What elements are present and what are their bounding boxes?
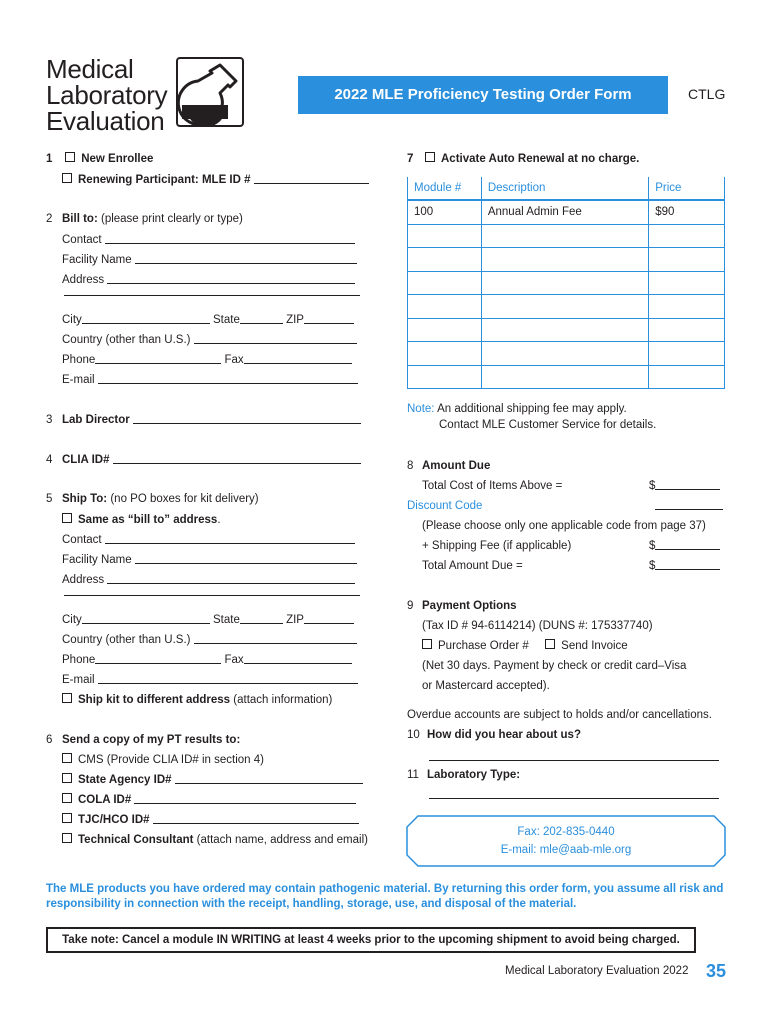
table-row[interactable]	[408, 200, 725, 224]
ship-state-field[interactable]	[240, 613, 283, 624]
bill-state-field[interactable]	[240, 313, 283, 324]
checkbox[interactable]	[62, 173, 72, 183]
section-9-heading	[407, 599, 517, 613]
description-cell[interactable]: Annual Admin Fee	[481, 200, 648, 224]
section-number: 6	[46, 734, 53, 746]
bill-phone-field[interactable]	[95, 353, 221, 364]
dollar-sign: $	[649, 480, 656, 492]
total-cost-field[interactable]	[649, 479, 720, 493]
module-cell[interactable]	[408, 318, 482, 342]
facility-label: Facility Name	[62, 254, 132, 266]
tax-id-text: (Tax ID # 94-6114214) (DUNS #: 175337740)	[422, 620, 653, 632]
checkbox[interactable]	[62, 753, 72, 763]
flask-logo-icon	[176, 57, 244, 127]
price-cell[interactable]	[649, 342, 725, 366]
phone-label: Phone	[62, 354, 96, 366]
bill-email-field[interactable]	[98, 373, 358, 384]
bill-facility-row[interactable]	[62, 253, 357, 267]
ship-address-field[interactable]	[107, 573, 355, 584]
section-number: 2	[46, 213, 53, 225]
section-number: 11	[407, 769, 419, 781]
address-label: Address	[62, 574, 105, 586]
cola-label: COLA ID#	[78, 794, 132, 806]
module-table	[407, 177, 725, 389]
overdue-text: Overdue accounts are subject to holds and/or cancellations.	[407, 709, 712, 721]
section-11-heading	[407, 768, 520, 782]
address-label: Address	[62, 274, 105, 286]
fax-label: Fax	[224, 654, 244, 666]
discount-code-label: Discount Code	[407, 500, 483, 512]
same-as-period: .	[217, 514, 221, 526]
tjc-field[interactable]	[153, 813, 359, 824]
table-row[interactable]	[408, 295, 725, 319]
module-cell[interactable]	[408, 271, 482, 295]
lab-director-field[interactable]	[133, 413, 361, 424]
ship-city-row[interactable]	[62, 613, 354, 627]
section-7-auto-renewal[interactable]	[407, 152, 639, 166]
ship-facility-row[interactable]	[62, 553, 357, 567]
bill-facility-field[interactable]	[135, 253, 357, 264]
ship-country-field[interactable]	[194, 633, 357, 644]
hear-about-label: How did you hear about us?	[427, 729, 581, 741]
price-cell[interactable]	[649, 318, 725, 342]
table-row[interactable]	[408, 365, 725, 389]
checkbox[interactable]	[422, 639, 432, 649]
bill-country-row[interactable]	[62, 333, 357, 347]
checkbox[interactable]	[62, 793, 72, 803]
module-cell[interactable]: 100	[408, 200, 482, 224]
table-row[interactable]	[408, 271, 725, 295]
total-cost-label: Total Cost of Items Above =	[422, 480, 563, 492]
form-title-bar: 2022 MLE Proficiency Testing Order Form	[298, 76, 668, 114]
ship-address-line-2[interactable]	[64, 595, 360, 596]
section-2-heading	[46, 212, 243, 226]
hear-about-field[interactable]	[429, 760, 719, 761]
section-1-renewing[interactable]	[62, 173, 369, 187]
bill-address-field[interactable]	[107, 273, 355, 284]
section-number: 8	[407, 460, 414, 472]
ship-city-field[interactable]	[82, 613, 210, 624]
section-5-heading	[46, 492, 259, 506]
zip-label: ZIP	[286, 314, 304, 326]
tech-consultant-label: Technical Consultant	[78, 834, 194, 846]
price-header: Price	[649, 177, 725, 200]
price-cell[interactable]	[649, 271, 725, 295]
section-3-lab-director[interactable]	[46, 413, 361, 427]
section-number: 7	[407, 153, 414, 165]
tjc-row[interactable]	[62, 813, 359, 827]
description-cell[interactable]	[481, 295, 648, 319]
state-agency-row[interactable]	[62, 773, 363, 787]
price-cell[interactable]	[649, 295, 725, 319]
ship-email-field[interactable]	[98, 673, 358, 684]
contact-email[interactable]: E-mail: mle@aab-mle.org	[500, 844, 632, 856]
module-cell[interactable]	[408, 224, 482, 248]
ship-country-row[interactable]	[62, 633, 357, 647]
net-terms-text-2: or Mastercard accepted).	[422, 680, 550, 692]
state-agency-field[interactable]	[175, 773, 363, 784]
lab-type-field[interactable]	[429, 798, 719, 799]
cola-row[interactable]	[62, 793, 356, 807]
total-cost-input[interactable]	[655, 479, 720, 490]
ship-fax-field[interactable]	[244, 653, 352, 664]
description-cell[interactable]	[481, 342, 648, 366]
shipping-note	[407, 402, 627, 416]
module-cell[interactable]	[408, 342, 482, 366]
state-label: State	[213, 314, 240, 326]
pt-results-label: Send a copy of my PT results to:	[62, 734, 241, 746]
ship-different-row[interactable]	[62, 693, 332, 707]
cola-field[interactable]	[134, 793, 356, 804]
price-cell[interactable]	[649, 248, 725, 272]
clia-field[interactable]	[113, 453, 361, 464]
description-cell[interactable]	[481, 224, 648, 248]
same-as-label: Same as “bill to” address	[78, 514, 218, 526]
send-invoice-label: Send Invoice	[561, 640, 628, 652]
checkbox[interactable]	[62, 513, 72, 523]
checkbox[interactable]	[62, 813, 72, 823]
fax-label: Fax	[224, 354, 244, 366]
price-cell[interactable]: $90	[649, 200, 725, 224]
city-label: City	[62, 314, 82, 326]
ship-different-note: (attach information)	[233, 694, 333, 706]
bill-zip-field[interactable]	[304, 313, 354, 324]
section-number: 9	[407, 600, 414, 612]
contact-label: Contact	[62, 234, 102, 246]
description-cell[interactable]	[481, 248, 648, 272]
renewing-label: Renewing Participant: MLE ID #	[78, 174, 251, 186]
dollar-sign: $	[649, 540, 656, 552]
checkbox[interactable]	[62, 833, 72, 843]
same-as-bill-row[interactable]	[62, 513, 221, 527]
section-1-new-enrollee[interactable]	[46, 152, 153, 166]
payment-method-row[interactable]	[422, 639, 628, 653]
ship-to-label: Ship To:	[62, 493, 108, 505]
table-header-row	[408, 177, 725, 200]
logo-line-1: Medical	[46, 54, 134, 84]
payment-options-label: Payment Options	[422, 600, 517, 612]
tech-consultant-row[interactable]	[62, 833, 368, 847]
ship-email-row[interactable]	[62, 673, 358, 687]
contact-fax: Fax: 202-835-0440	[517, 826, 615, 838]
section-number: 10	[407, 729, 420, 741]
purchase-order-label: Purchase Order #	[438, 640, 529, 652]
city-label: City	[62, 614, 82, 626]
checkbox[interactable]	[425, 152, 435, 162]
total-amount-field[interactable]	[649, 559, 720, 573]
contact-box	[406, 815, 726, 867]
description-header: Description	[481, 177, 648, 200]
section-number: 1	[46, 153, 53, 165]
email-label: E-mail	[62, 374, 95, 386]
description-cell[interactable]	[481, 365, 648, 389]
bill-contact-row[interactable]	[62, 233, 355, 247]
ship-phone-field[interactable]	[95, 653, 221, 664]
shipping-fee-label: + Shipping Fee (if applicable)	[422, 540, 572, 552]
section-4-clia[interactable]	[46, 453, 361, 467]
checkbox[interactable]	[62, 693, 72, 703]
catalog-code: CTLG	[688, 86, 726, 102]
description-cell[interactable]	[481, 318, 648, 342]
total-amount-input[interactable]	[655, 559, 720, 570]
bill-phone-row[interactable]	[62, 353, 352, 367]
checkbox[interactable]	[62, 773, 72, 783]
ship-to-note: (no PO boxes for kit delivery)	[110, 493, 259, 505]
bill-contact-field[interactable]	[105, 233, 355, 244]
facility-label: Facility Name	[62, 554, 132, 566]
logo-text	[46, 56, 167, 134]
discount-code-field[interactable]	[655, 509, 723, 510]
bill-city-row[interactable]	[62, 313, 354, 327]
bill-country-field[interactable]	[194, 333, 357, 344]
module-cell[interactable]	[408, 365, 482, 389]
phone-label: Phone	[62, 654, 96, 666]
lab-type-label: Laboratory Type:	[427, 769, 521, 781]
net-terms-text: (Net 30 days. Payment by check or credit card–Visa	[422, 660, 687, 672]
section-number: 4	[46, 454, 53, 466]
ship-contact-field[interactable]	[105, 533, 355, 544]
clia-label: CLIA ID#	[62, 454, 110, 466]
module-cell[interactable]	[408, 248, 482, 272]
section-8-heading	[407, 459, 490, 473]
section-10-heading	[407, 728, 581, 742]
bill-email-row[interactable]	[62, 373, 358, 387]
ship-address-row[interactable]	[62, 573, 355, 587]
description-cell[interactable]	[481, 271, 648, 295]
new-enrollee-label: New Enrollee	[81, 153, 154, 165]
price-cell[interactable]	[649, 224, 725, 248]
discount-note: (Please choose only one applicable code from page 37)	[422, 520, 706, 532]
cms-row[interactable]	[62, 753, 264, 767]
amount-due-label: Amount Due	[422, 460, 491, 472]
state-label: State	[213, 614, 240, 626]
cms-label: CMS (Provide CLIA ID# in section 4)	[78, 754, 264, 766]
country-label: Country (other than U.S.)	[62, 334, 191, 346]
page-number: 35	[706, 961, 727, 981]
bill-to-label: Bill to:	[62, 213, 98, 225]
ship-facility-field[interactable]	[135, 553, 357, 564]
section-number: 3	[46, 414, 53, 426]
table-row[interactable]	[408, 224, 725, 248]
table-row[interactable]	[408, 342, 725, 366]
table-row[interactable]	[408, 248, 725, 272]
country-label: Country (other than U.S.)	[62, 634, 191, 646]
checkbox[interactable]	[65, 152, 75, 162]
shipping-fee-input[interactable]	[655, 539, 720, 550]
bill-to-note: (please print clearly or type)	[100, 213, 243, 225]
liability-statement: The MLE products you have ordered may contain pathogenic material. By returning this order form, you assume all risk and responsibility in connection with the receipt, handling, storage, use, and disposal of the material.	[46, 883, 724, 910]
contact-label: Contact	[62, 534, 102, 546]
shipping-note-2: Contact MLE Customer Service for details.	[439, 419, 657, 431]
module-header: Module #	[408, 177, 482, 200]
price-cell[interactable]	[649, 365, 725, 389]
footer-text: Medical Laboratory Evaluation 2022	[505, 965, 689, 977]
table-row[interactable]	[408, 318, 725, 342]
zip-label: ZIP	[286, 614, 304, 626]
shipping-fee-field[interactable]	[649, 539, 720, 553]
section-6-heading	[46, 733, 240, 747]
logo-line-3: Evaluation	[46, 106, 165, 136]
cancellation-notice: Take note: Cancel a module IN WRITING at least 4 weeks prior to the upcoming shipment to avoid being charged.	[46, 927, 696, 953]
ship-zip-field[interactable]	[304, 613, 354, 624]
module-cell[interactable]	[408, 295, 482, 319]
note-text: An additional shipping fee may apply.	[437, 403, 627, 415]
email-label: E-mail	[62, 674, 95, 686]
mle-id-field[interactable]	[254, 173, 369, 184]
total-amount-label: Total Amount Due =	[422, 560, 523, 572]
tech-consultant-note: (attach name, address and email)	[196, 834, 368, 846]
bill-address-row[interactable]	[62, 273, 355, 287]
auto-renewal-label: Activate Auto Renewal at no charge.	[441, 153, 640, 165]
ship-phone-row[interactable]	[62, 653, 352, 667]
tjc-label: TJC/HCO ID#	[78, 814, 150, 826]
bill-city-field[interactable]	[82, 313, 210, 324]
state-agency-label: State Agency ID#	[78, 774, 172, 786]
note-label: Note:	[407, 403, 435, 415]
checkbox[interactable]	[545, 639, 555, 649]
bill-address-line-2[interactable]	[64, 295, 360, 296]
ship-different-label: Ship kit to different address	[78, 694, 231, 706]
section-number: 5	[46, 493, 53, 505]
lab-director-label: Lab Director	[62, 414, 130, 426]
ship-contact-row[interactable]	[62, 533, 355, 547]
dollar-sign: $	[649, 560, 656, 572]
bill-fax-field[interactable]	[244, 353, 352, 364]
logo-line-2: Laboratory	[46, 80, 168, 110]
